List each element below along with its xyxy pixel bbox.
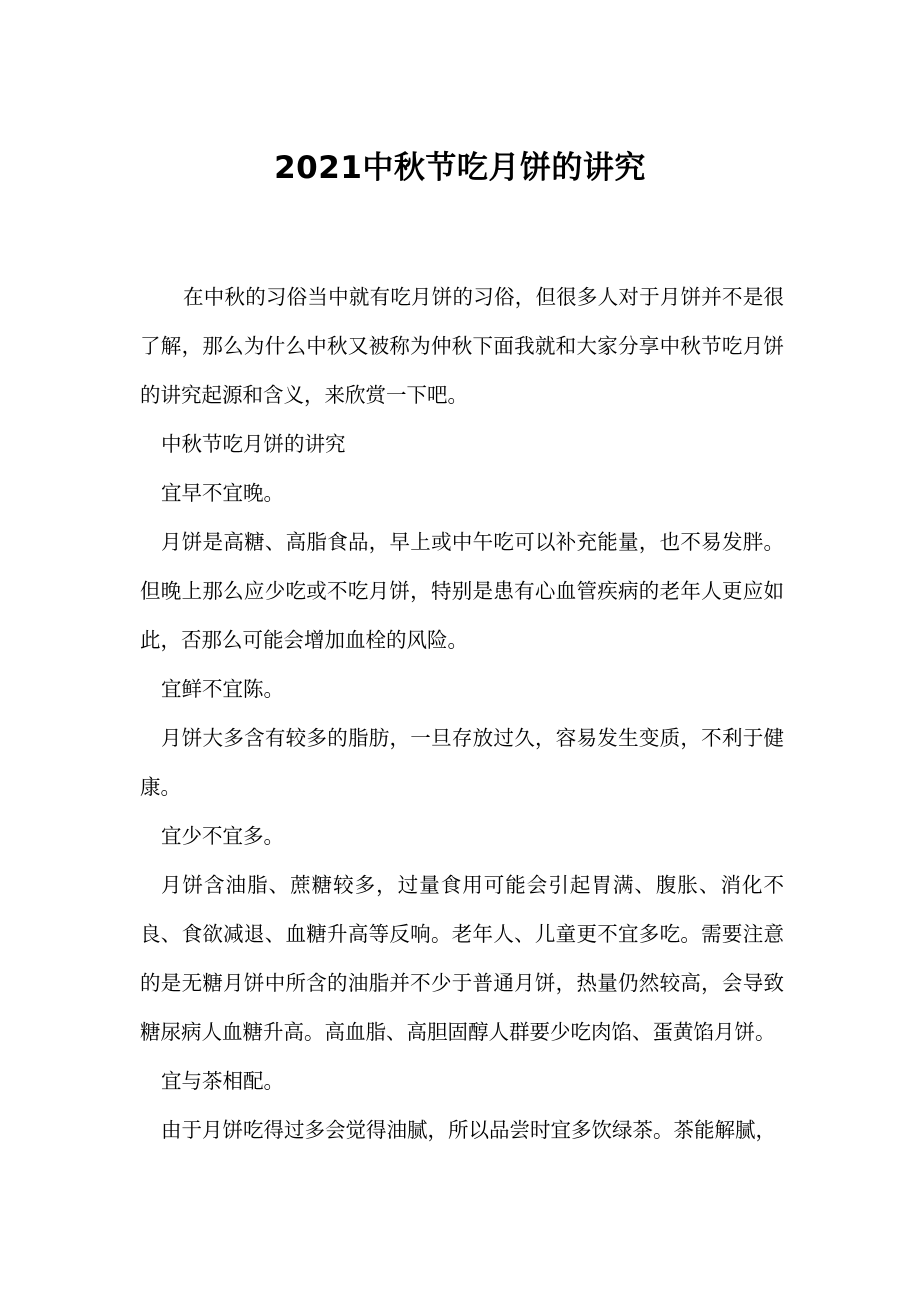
tip-heading-early: 宜早不宜晚。 [161,481,284,505]
paragraph-fresh: 月饼大多含有较多的脂肪，一旦存放过久，容易发生变质，不利于健康。 [140,726,784,799]
tip-heading-fresh: 宜鲜不宜陈。 [161,677,284,701]
paragraph-early: 月饼是高糖、高脂食品，早上或中午吃可以补充能量，也不易发胖。但晚上那么应少吃或不吃月饼，特别是患有心血管疾病的老年人更应如此，否那么可能会增加血栓的风险。 [140,530,784,652]
document-body [140,273,784,1155]
document-title: 2021中秋节吃月饼的讲究 [274,150,646,186]
section-heading: 中秋节吃月饼的讲究 [161,432,346,456]
paragraph-intro: 在中秋的习俗当中就有吃月饼的习俗，但很多人对于月饼并不是很了解，那么为什么中秋又被称为仲秋下面我就和大家分享中秋节吃月饼的讲究起源和含义，来欣赏一下吧。 [140,285,784,407]
paragraph-less: 月饼含油脂、蔗糖较多，过量食用可能会引起胃满、腹胀、消化不良、食欲减退、血糖升高等反响。老年人、儿童更不宜多吃。需要注意的是无糖月饼中所含的油脂并不少于普通月饼，热量仍然较高，会导致糖尿病人血糖升高。高血脂、高胆固醇人群要少吃肉馅、蛋黄馅月饼。 [140,873,784,1044]
paragraph-tea: 由于月饼吃得过多会觉得油腻，所以品尝时宜多饮绿茶。茶能解腻， [161,1118,776,1142]
tip-heading-tea: 宜与茶相配。 [161,1069,284,1093]
tip-heading-less: 宜少不宜多。 [161,824,284,848]
